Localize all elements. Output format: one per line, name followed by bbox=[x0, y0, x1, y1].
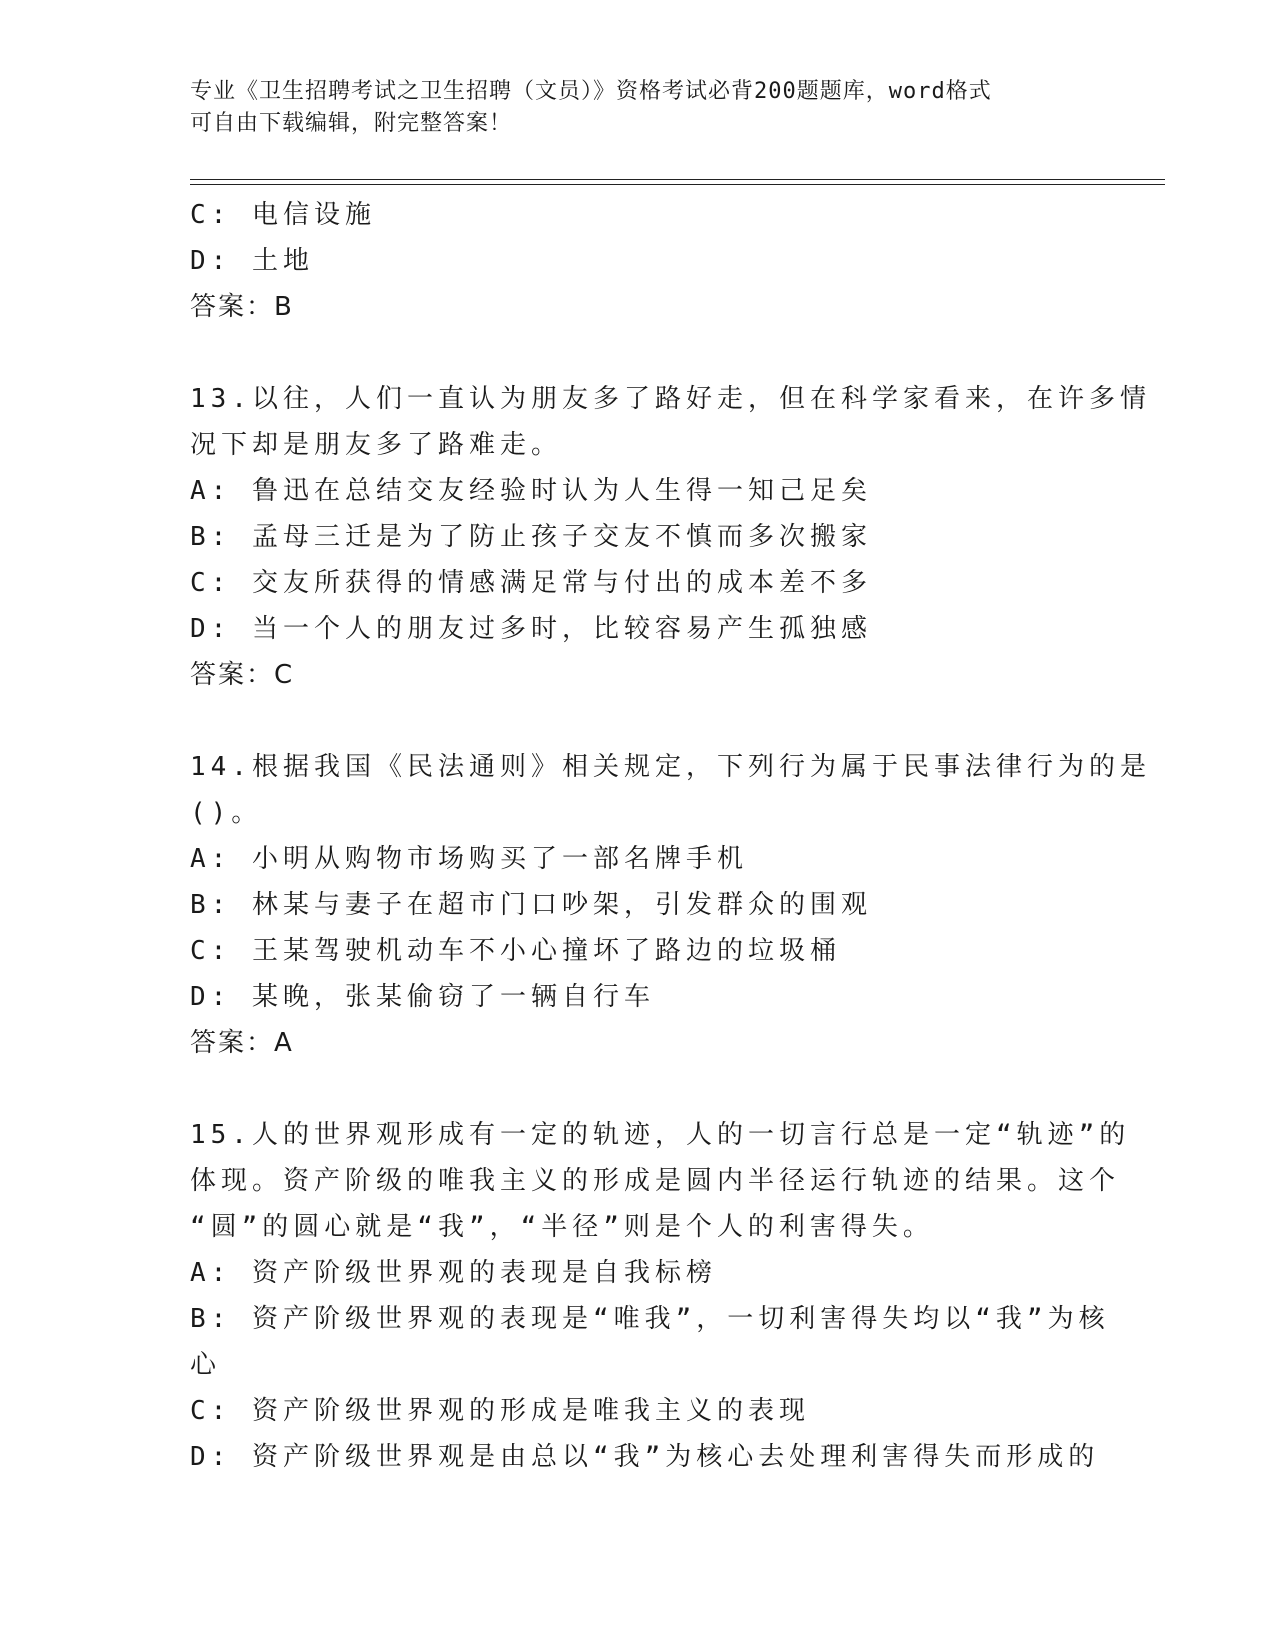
page-header bbox=[190, 76, 1090, 140]
question-15-option-b: B: 资产阶级世界观的表现是“唯我”，一切利害得失均以“我”为核 bbox=[190, 1304, 1110, 1334]
question-14-option-a: A: 小明从购物市场购买了一部名牌手机 bbox=[190, 844, 748, 874]
question-13-option-b: B: 孟母三迁是为了防止孩子交友不慎而多次搬家 bbox=[190, 522, 872, 552]
prev-question-answer: 答案：B bbox=[190, 292, 294, 322]
question-list bbox=[190, 192, 1151, 1480]
question-13-option-c: C: 交友所获得的情感满足常与付出的成本差不多 bbox=[190, 568, 872, 598]
question-13-option-a: A: 鲁迅在总结交友经验时认为人生得一知己足矣 bbox=[190, 476, 872, 506]
question-14-option-c: C: 王某驾驶机动车不小心撞坏了路边的垃圾桶 bbox=[190, 936, 841, 966]
prev-question-option-c: C: 电信设施 bbox=[190, 200, 376, 230]
question-13-option-d: D: 当一个人的朋友过多时，比较容易产生孤独感 bbox=[190, 614, 872, 644]
header-divider-bottom bbox=[190, 184, 1165, 185]
question-14-stem: 14.根据我国《民法通则》相关规定，下列行为属于民事法律行为的是 bbox=[190, 752, 1151, 782]
prev-question-option-d: D: 土地 bbox=[190, 246, 314, 276]
question-15-stem-cont: 体现。资产阶级的唯我主义的形成是圆内半径运行轨迹的结果。这个 bbox=[190, 1166, 1121, 1196]
question-14-option-b: B: 林某与妻子在超市门口吵架，引发群众的围观 bbox=[190, 890, 872, 920]
header-title-line-2: 可自由下载编辑，附完整答案！ bbox=[190, 111, 513, 136]
question-15-option-d: D: 资产阶级世界观是由总以“我”为核心去处理利害得失而形成的 bbox=[190, 1442, 1100, 1472]
spacer bbox=[190, 698, 1090, 744]
question-15-option-c: C: 资产阶级世界观的形成是唯我主义的表现 bbox=[190, 1396, 810, 1426]
spacer bbox=[190, 1066, 1090, 1112]
question-13-answer: 答案：C bbox=[190, 660, 295, 690]
spacer bbox=[190, 330, 1090, 376]
question-15-option-b-cont: 心 bbox=[190, 1350, 222, 1380]
question-13-stem-cont: 况下却是朋友多了路难走。 bbox=[190, 430, 563, 460]
question-14-answer: 答案：A bbox=[190, 1028, 294, 1058]
question-15-option-a: A: 资产阶级世界观的表现是自我标榜 bbox=[190, 1258, 717, 1288]
question-14-option-d: D: 某晚，张某偷窃了一辆自行车 bbox=[190, 982, 655, 1012]
question-15-stem: 15.人的世界观形成有一定的轨迹，人的一切言行总是一定“轨迹”的 bbox=[190, 1120, 1131, 1150]
header-title-line-1: 专业《卫生招聘考试之卫生招聘（文员）》资格考试必背200题题库，word格式 bbox=[190, 79, 992, 104]
header-divider-top bbox=[190, 179, 1165, 180]
question-15-stem-cont-2: “圆”的圆心就是“我”，“半径”则是个人的利害得失。 bbox=[190, 1212, 934, 1242]
question-14-stem-cont: ()。 bbox=[190, 798, 263, 828]
question-13-stem: 13.以往，人们一直认为朋友多了路好走，但在科学家看来，在许多情 bbox=[190, 384, 1151, 414]
